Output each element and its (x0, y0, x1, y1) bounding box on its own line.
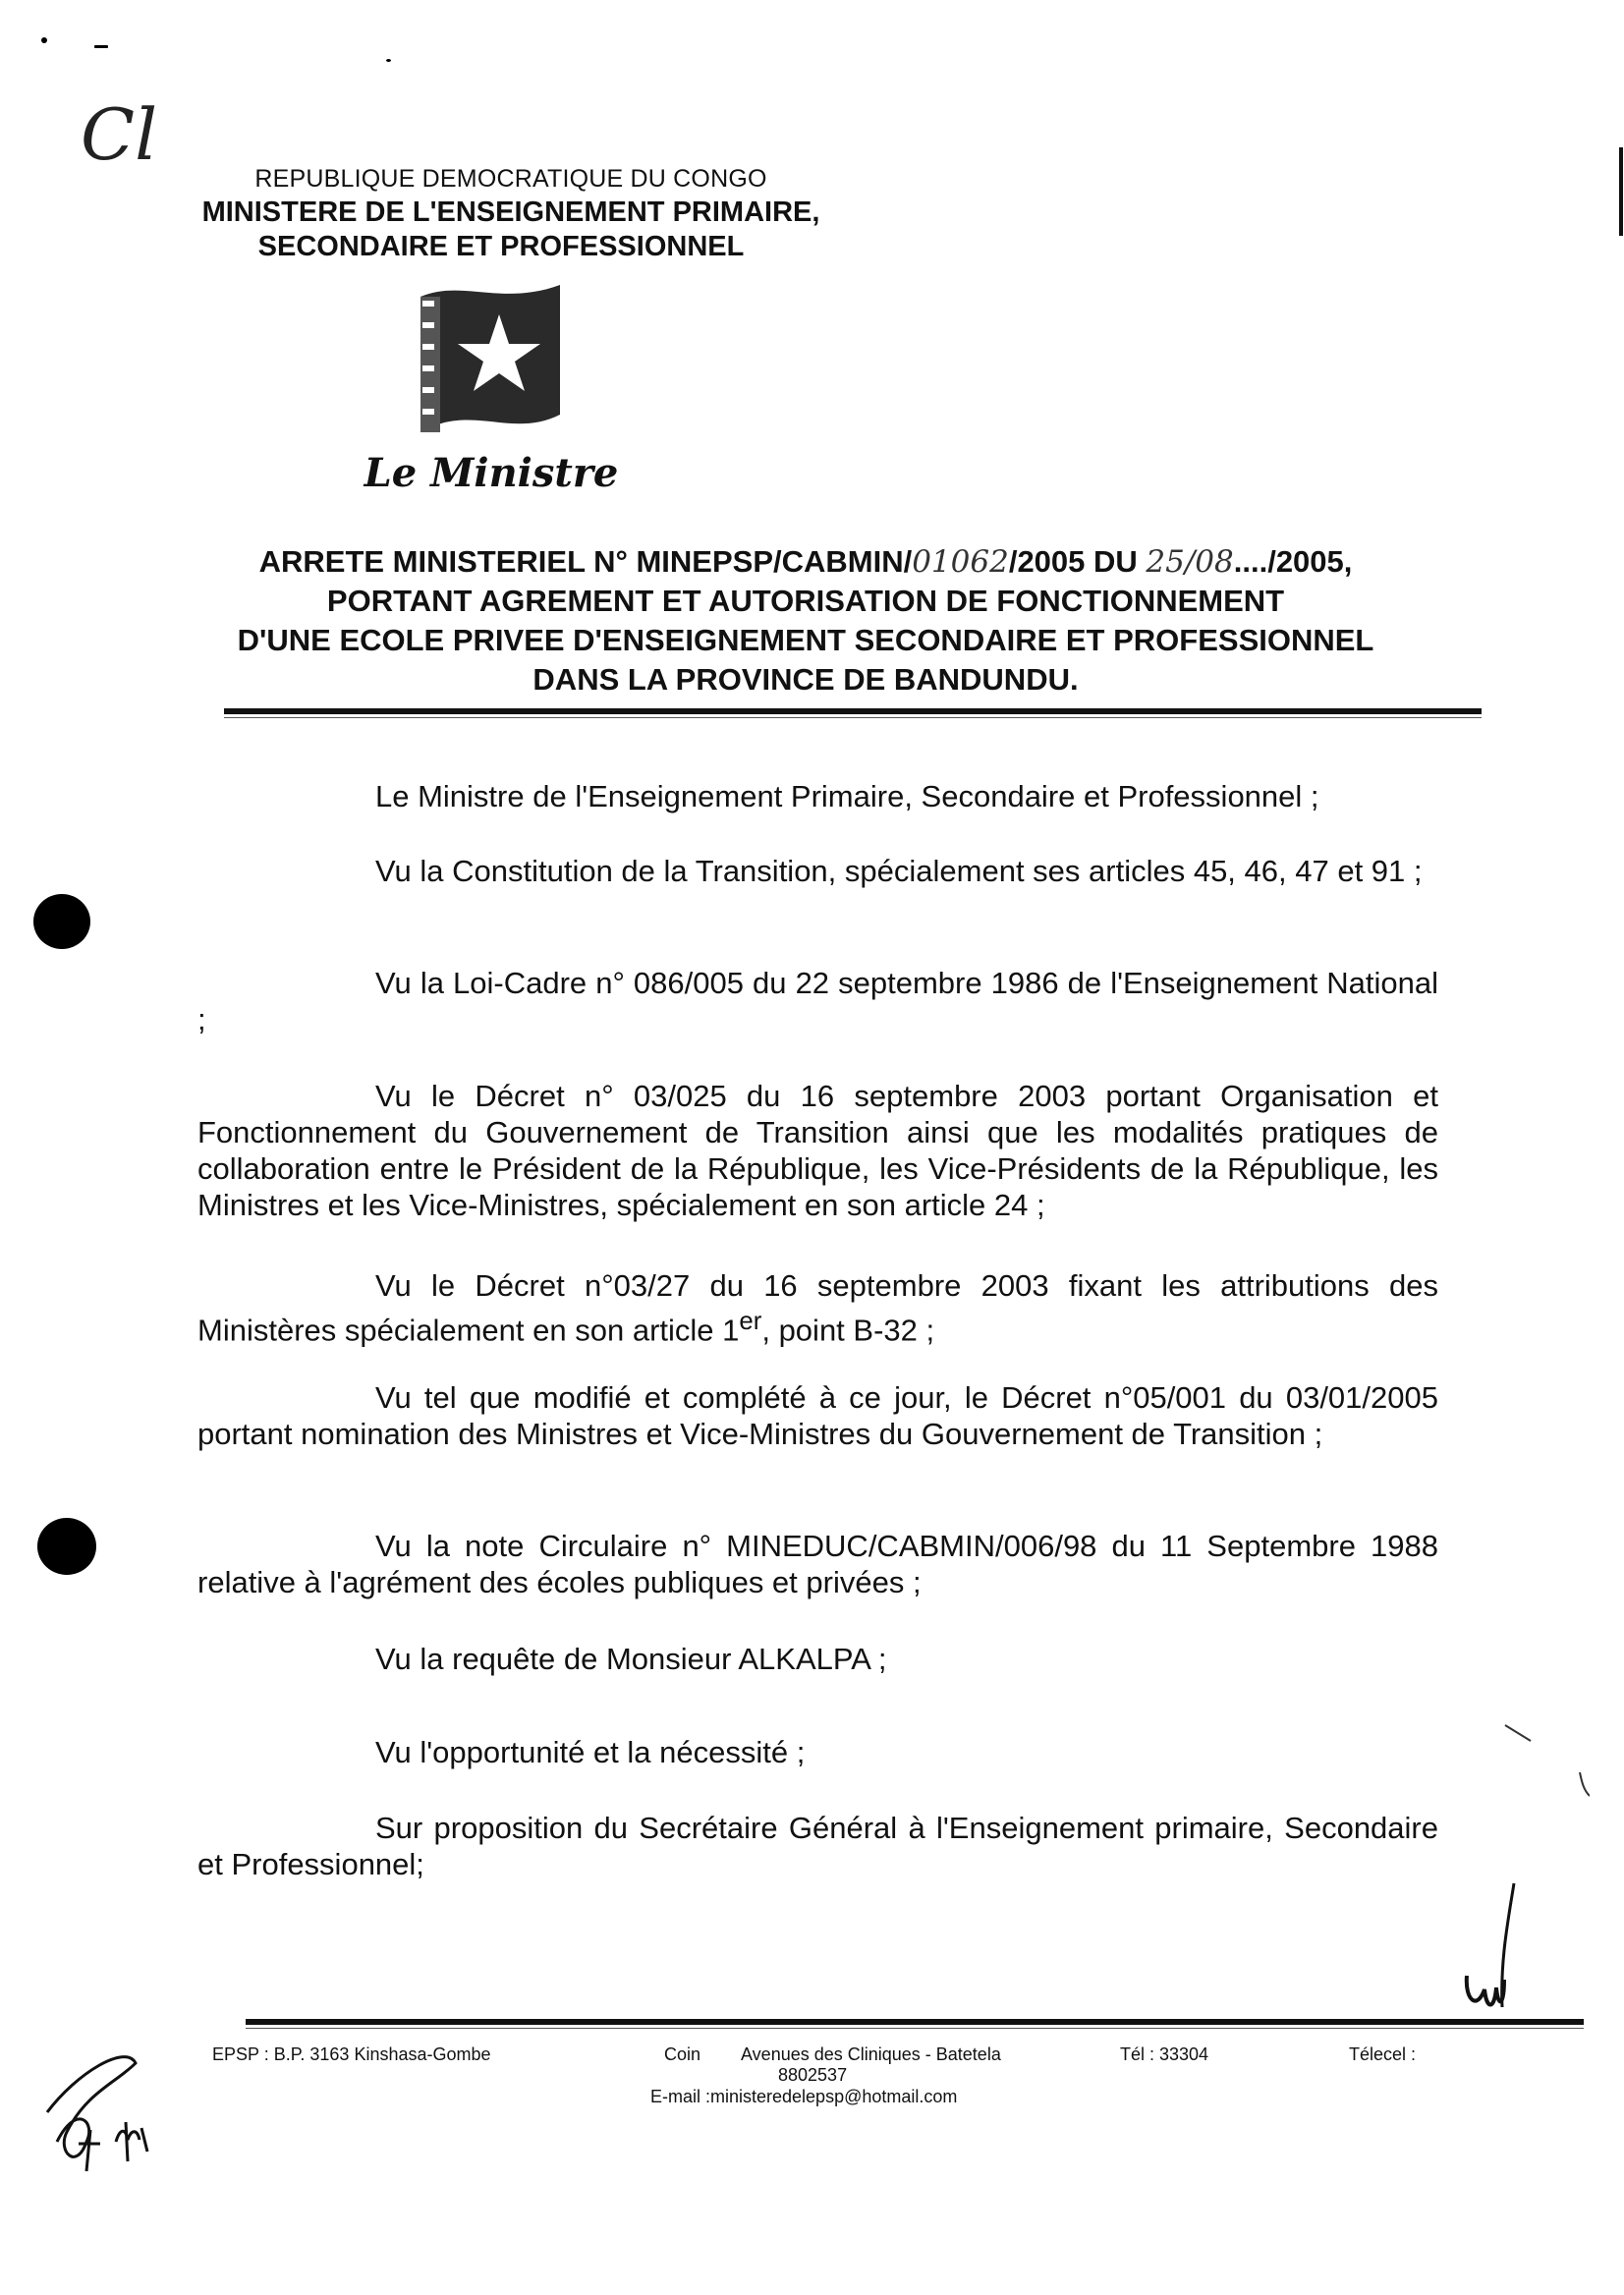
title-divider (224, 708, 1482, 714)
initials-text: Cl (81, 93, 158, 176)
paragraph-loi-cadre (197, 965, 1438, 1037)
paragraph-text: Vu l'opportunité et la nécessité ; (375, 1735, 806, 1769)
decree-title-line4: DANS LA PROVINCE DE BANDUNDU. (532, 662, 1079, 697)
ministry-name-line1: MINISTERE DE L'ENSEIGNEMENT PRIMAIRE, (201, 196, 820, 228)
handwritten-initials (81, 93, 157, 176)
handwritten-decree-number: 01062 (912, 544, 1009, 580)
scan-speck (386, 59, 391, 62)
scan-speck (94, 45, 108, 48)
footer-phone: 8802537 (778, 2065, 848, 2085)
footer-divider (246, 2019, 1584, 2025)
handwritten-decree-date: 25/08 (1146, 544, 1234, 580)
scan-edge-right (1619, 147, 1623, 236)
paragraph-text: Vu tel que modifié et complété à ce jour, le Décret n°05/001 du 03/01/2005 portant nomination des Ministres et Vice-Ministres du Gouvernement de Transition ; (197, 1380, 1438, 1451)
paragraph-text: Vu le Décret n° 03/025 du 16 septembre 2003 portant Organisation et Fonctionnement du Gouvernement de Transition ainsi que les modalités pratiques de collaboration entre le Président de la République, les Vice-Présidents de la République, les Ministres et les Vice-Ministres, spécialement en son article 24 ; (197, 1079, 1438, 1222)
republic-name: REPUBLIQUE DEMOCRATIQUE DU CONGO (254, 165, 767, 193)
paragraph-constitution (197, 853, 1438, 889)
paragraph-text: Vu le Décret n°03/27 du 16 septembre 2003 fixant les attributions des Ministères spécialement en son article 1 (197, 1268, 1438, 1348)
footer-telecel: Télecel : (1349, 2044, 1417, 2064)
paragraph-proposition (197, 1810, 1438, 1882)
paragraph-text: Le Ministre de l'Enseignement Primaire, Secondaire et Professionnel ; (375, 779, 1319, 813)
title-divider-thin (224, 717, 1482, 718)
paragraph-preamble (197, 778, 1438, 814)
footer-avenues: Avenues des Cliniques - Batetela (741, 2044, 1001, 2064)
scan-mark-right (1501, 1717, 1590, 1806)
footer-email: E-mail :ministeredelepsp@hotmail.com (650, 2087, 958, 2106)
signature-title: Le Ministre (364, 450, 619, 496)
handwritten-signature-mark (1459, 1881, 1538, 2014)
paragraph-circulaire (197, 1528, 1438, 1600)
paragraph-text-end: , point B-32 ; (761, 1313, 935, 1348)
paragraph-text: Sur proposition du Secrétaire Général à l'Enseignement primaire, Secondaire et Professionnel; (197, 1811, 1438, 1881)
paragraph-text: Vu la Constitution de la Transition, spécialement ses articles 45, 46, 47 et 91 ; (375, 854, 1423, 888)
paragraph-text: Vu la requête de Monsieur ALKALPA ; (375, 1642, 887, 1676)
footer-address: EPSP : B.P. 3163 Kinshasa-Gombe (212, 2044, 491, 2064)
footer-tel: Tél : 33304 (1120, 2044, 1209, 2064)
drc-flag-star-icon (403, 277, 570, 444)
decree-suffix: ..../2005, (1233, 544, 1353, 579)
paragraph-opportunite (197, 1734, 1438, 1770)
paragraph-requete (197, 1641, 1438, 1677)
footer-coin: Coin (664, 2044, 701, 2064)
punch-hole-top (33, 894, 90, 949)
decree-mid: /2005 DU (1008, 544, 1147, 579)
paragraph-text: Vu la Loi-Cadre n° 086/005 du 22 septembre 1986 de l'Enseignement National ; (197, 966, 1438, 1036)
scan-speck (41, 37, 47, 43)
paragraph-decret-organisation (197, 1078, 1438, 1223)
punch-hole-bottom (37, 1518, 96, 1575)
paragraph-decret-nomination (197, 1379, 1438, 1452)
ministry-name-line2: SECONDAIRE ET PROFESSIONNEL (257, 231, 745, 262)
handwritten-signature-bottom (18, 2034, 185, 2191)
decree-prefix: ARRETE MINISTERIEL N° MINEPSP/CABMIN/ (258, 544, 913, 579)
footer-divider-thin (246, 2028, 1584, 2029)
superscript: er (739, 1308, 762, 1335)
decree-title-line1 (147, 542, 1464, 582)
decree-title-line3: D'UNE ECOLE PRIVEE D'ENSEIGNEMENT SECONDAIRE ET PROFESSIONNEL (237, 623, 1374, 657)
paragraph-text: Vu la note Circulaire n° MINEDUC/CABMIN/006/98 du 11 Septembre 1988 relative à l'agrément des écoles publiques et privées ; (197, 1529, 1438, 1599)
paragraph-decret-attributions (197, 1267, 1438, 1348)
decree-title-line2: PORTANT AGREMENT ET AUTORISATION DE FONCTIONNEMENT (326, 584, 1285, 618)
